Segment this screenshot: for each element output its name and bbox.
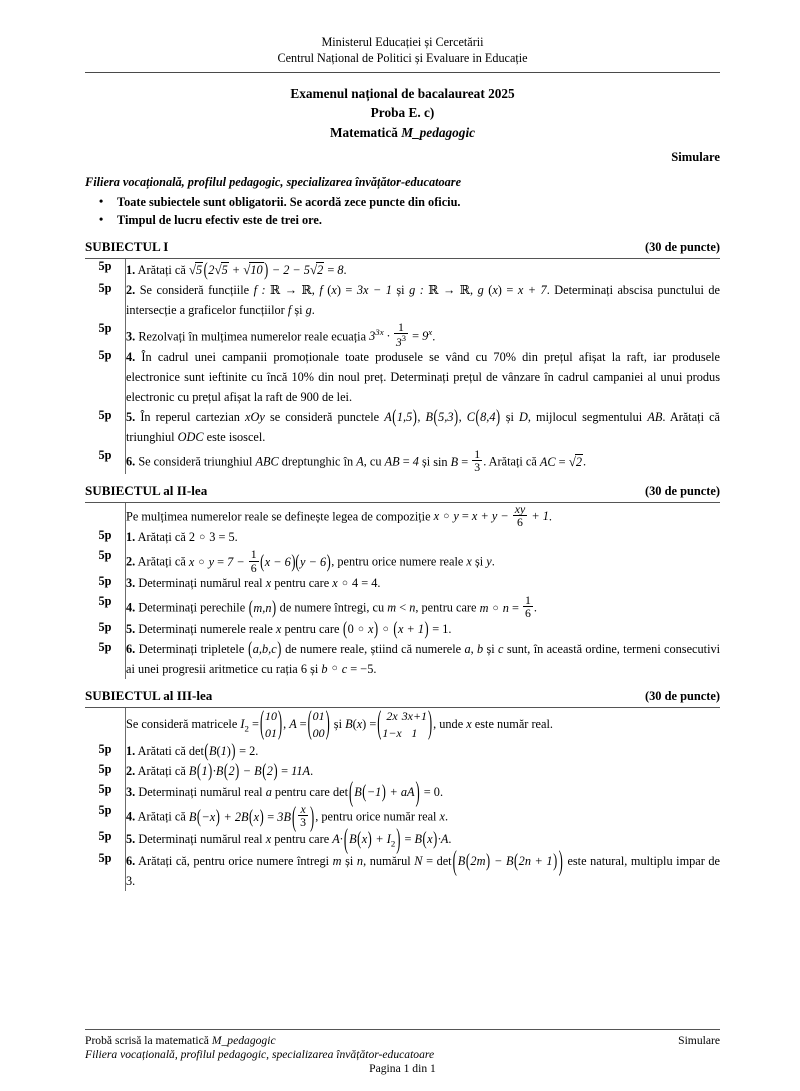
problem-text: Rezolvați în mulțimea numerelor reale ecuația xyxy=(138,329,367,344)
problem-row xyxy=(85,782,720,803)
ministry-header xyxy=(85,0,720,66)
problem-body: 2. Arătați că x ○ y = 7 − $\frac{1}{6}$ (x − 6)(y − 6), pentru orice numere reale x și y. xyxy=(126,547,495,575)
matrix-i2: ( 1 0 0 1 ) xyxy=(259,703,283,742)
matrix-cell: 0 xyxy=(312,726,319,741)
footer-page-number: Pagina 1 din 1 xyxy=(369,1062,436,1075)
conjunction: și xyxy=(310,661,319,676)
problem-text: , pentru orice numere reale xyxy=(331,555,464,570)
vertex-a: A xyxy=(356,454,364,469)
point-c: C(8,4) xyxy=(466,405,501,428)
math-expression: det(B(1)) = 2 xyxy=(188,739,256,762)
points-cell: 5p xyxy=(85,851,126,892)
segment-ab: AB xyxy=(647,410,663,425)
math-expression: g : ℝ → ℝ xyxy=(409,282,471,297)
intro-text: Se consideră matricele xyxy=(126,717,238,732)
problem-row xyxy=(85,528,720,548)
math-expression: N = det(B(2m) − B(2n + 1) ) xyxy=(414,844,563,877)
subject-3-problems xyxy=(85,703,721,891)
percent-70: 70% xyxy=(493,350,516,365)
subject-2-problems xyxy=(85,503,720,680)
problem-body: 3. Rezolvați în mulțimea numerelor reale ecuația $3^{3x}$ · $\frac{1}{3^3}$ = $9^x$. xyxy=(126,319,436,349)
conjunction: și xyxy=(474,555,484,570)
matrix-cell: 1 xyxy=(411,726,418,741)
footer-top-row xyxy=(85,1034,720,1047)
problem-row xyxy=(85,281,720,321)
problem-number: 6. xyxy=(126,454,136,469)
problem-text: În cadrul unei campanii promoționale toate produsele se vând cu xyxy=(141,350,488,365)
math-expression: x ○ y = x + y − $\frac{xy}{6}$ + 1 xyxy=(433,501,549,529)
matrix-cell: 0 xyxy=(265,726,272,741)
intro-row xyxy=(85,708,720,742)
problem-number: 3. xyxy=(126,576,136,591)
variable-b: b xyxy=(477,641,484,656)
problem-text: Arătați că, pentru orice numere întregi xyxy=(138,853,330,868)
problem-text: dreptunghic în xyxy=(281,454,354,469)
intro-row xyxy=(85,503,720,529)
points-cell: 5p xyxy=(85,803,126,829)
points-cell: 5p xyxy=(85,548,126,574)
problem-row xyxy=(85,574,720,594)
math-expression: B(−x) + 2B(x) = 3B( $\frac{x}{3}$ ) xyxy=(188,800,315,833)
problem-text: Se consideră funcțiile xyxy=(139,282,250,297)
subject-3-title: SUBIECTUL al III-lea xyxy=(85,688,213,704)
problem-text: Determinați abscisa punctului de intersecție a graficelor funcțiilor xyxy=(126,282,720,317)
variable-x: x xyxy=(275,621,282,636)
problem-text: Arătați că xyxy=(137,555,186,570)
problem-number: 1. xyxy=(126,744,136,759)
math-expression: $A\cdot(B(x) + I_2) = B(x)\cdot A$ xyxy=(332,822,449,855)
problem-number: 4. xyxy=(126,600,136,615)
problem-text: Arătați că xyxy=(137,809,186,824)
subject-1-heading xyxy=(85,239,720,255)
points-cell: 5p xyxy=(85,762,126,782)
problem-text: pentru care xyxy=(284,621,340,636)
points-cell: 5p xyxy=(85,594,126,620)
point-a: A(1,5) xyxy=(384,405,417,428)
problem-text: , cu xyxy=(363,454,382,469)
problem-number: 3. xyxy=(126,785,136,800)
footer-subject-code: M_pedagogic xyxy=(211,1034,276,1047)
problem-number: 6. xyxy=(126,853,136,868)
problem-body xyxy=(126,348,721,408)
problem-text: este isoscel. xyxy=(206,429,266,444)
ministry-line-2: Centrul Național de Politici și Evaluare in Educație xyxy=(277,51,528,66)
matrix-cell: 0 xyxy=(318,726,325,741)
math-expression: f : ℝ → ℝ xyxy=(253,282,312,297)
problem-body: 5. În reperul cartezian xOy se consideră punctele A(1,5), B(5,3), C(8,4) și D, mijlocul segmentului AB. Arătați că triunghiul ODC este isoscel. xyxy=(126,405,720,444)
page-footer xyxy=(85,1029,720,1075)
instruction-item: • Toate subiectele sunt obligatorii. Se acordă zece puncte din oficiu. xyxy=(85,193,720,211)
matrix-cell: 1 xyxy=(271,726,277,741)
problem-text: Arătati că xyxy=(137,744,186,759)
header-divider xyxy=(85,72,720,73)
matrix-cell: 0 xyxy=(312,709,319,724)
math-expression: √5 (2√5 + √10 ) − 2 − 5√2 = 8 xyxy=(188,258,344,281)
intro-text: , unde xyxy=(433,717,464,732)
problem-body: 3. Determinați numărul real a pentru care det(B(−1) + aA) = 0. xyxy=(126,776,444,808)
conjunction: și xyxy=(333,717,342,732)
problem-text: Determinați numerele reale xyxy=(138,621,273,636)
problem-text: Se consideră triunghiul xyxy=(138,454,253,469)
problem-text: . Arătați că triunghiul xyxy=(126,410,720,444)
problem-body: 6. Determinați tripletele (a,b,c) de numere reale, știind că numerele a, b și c sunt, în această ordine, termeni consecutivi ai unei progresii aritmetice cu rația 6 și b ○ c = −5. xyxy=(126,637,721,676)
instruction-item: • Timpul de lucru efectiv este de trei ore. xyxy=(85,211,720,229)
percent-10: 10% xyxy=(291,370,315,385)
problem-row xyxy=(85,408,720,448)
problem-number: 2. xyxy=(126,764,136,779)
problem-number: 2. xyxy=(126,555,136,570)
math-expression: 2 ○ 3 = 5 xyxy=(188,530,235,545)
variable-x: x xyxy=(439,809,445,824)
problem-text: În reperul cartezian xyxy=(140,410,240,425)
footer-exam-label: Probă scrisă la matematică xyxy=(85,1034,212,1047)
subject-2-title: SUBIECTUL al II-lea xyxy=(85,482,208,498)
problem-text: Determinați perechile xyxy=(138,600,246,615)
problem-text: de numere întregi, cu xyxy=(279,600,385,615)
problem-row xyxy=(85,259,720,281)
problem-text: Determinați numărul real xyxy=(138,785,263,800)
matrix-cell: 2x xyxy=(386,709,398,724)
variable-a: a xyxy=(464,641,471,656)
math-expression: f (x) = 3x − 1 xyxy=(319,282,392,297)
matrix-cell: 1 xyxy=(265,709,272,724)
condition: m < n xyxy=(387,600,416,615)
problem-row xyxy=(85,851,720,892)
subject-1-title: SUBIECTUL I xyxy=(85,238,169,254)
math-expression: g (x) = x + 7 xyxy=(477,282,547,297)
intro-text: este număr real. xyxy=(474,717,553,732)
problem-row xyxy=(85,803,720,829)
triangle-abc: ABC xyxy=(255,454,279,469)
problem-row xyxy=(85,620,720,640)
period: . xyxy=(132,873,136,888)
problem-text: din prețul afișat la raft, iar produsele electronice sunt ieftinite cu încă xyxy=(126,350,721,385)
variable-c: c xyxy=(498,641,504,656)
matrix-cell: 0 xyxy=(271,709,277,724)
problem-body: 5. Determinați numerele reale x pentru care (0 ○ x) ○ (x + 1) = 1. xyxy=(126,617,452,640)
problem-text: Arătați că xyxy=(137,262,186,277)
subject-code: M_pedagogic xyxy=(401,124,476,140)
problem-text: se consideră punctele xyxy=(269,410,380,425)
problem-text: Determinați numărul real xyxy=(138,576,263,591)
problem-text: , mijlocul segmentului xyxy=(527,410,643,425)
subject-2-points: (30 de puncte) xyxy=(644,483,720,498)
subject-1-problems xyxy=(85,259,720,474)
side-ab: AB = 4 xyxy=(384,454,419,469)
points-cell-empty xyxy=(85,708,126,742)
problem-body xyxy=(126,448,721,474)
problem-text: de numere reale, știind că numerele xyxy=(285,641,462,656)
problem-row xyxy=(85,348,720,408)
price-value: 900 xyxy=(300,390,319,405)
problem-text: sunt, în această ordine, termeni consecutivi ai unei progresii aritmetice cu rația xyxy=(126,641,721,676)
problem-text: de lei. xyxy=(322,390,353,405)
problem-row xyxy=(85,321,720,349)
page-content xyxy=(85,0,720,891)
problem-number: 3. xyxy=(126,329,136,344)
problem-number: 5. xyxy=(126,410,136,425)
problem-body: 3. Determinați numărul real x pentru care x ○ 4 = 4. xyxy=(126,576,381,591)
subject-2-intro: Pe mulțimea numerelor reale se definește legea de compoziție x ○ y = x + y − $\frac{xy}{6}$ + 1. xyxy=(126,501,552,529)
problem-body xyxy=(126,844,721,892)
problem-row xyxy=(85,640,720,680)
period: . xyxy=(343,262,347,277)
points-cell: 5p xyxy=(85,408,126,448)
math-expression: m ○ n = $\frac{1}{6}$ xyxy=(479,592,531,621)
problem-row xyxy=(85,548,720,574)
matrix-cell: 3x+1 xyxy=(401,709,427,724)
problem-text: Determinați numărul real xyxy=(138,831,263,846)
math-expression: x ○ 4 = 4 xyxy=(332,576,378,591)
intro-text: Pe mulțimea numerelor reale se definește legea de compoziție xyxy=(126,509,431,524)
matrix-i2-label: $I_2$ = xyxy=(240,717,259,734)
ministry-line-1: Ministerul Educației și Cercetării xyxy=(321,35,484,49)
math-expression: x ○ y = 7 − $\frac{1}{6}$ (x − 6)(y − 6) xyxy=(188,547,331,575)
problem-number: 5. xyxy=(126,831,136,846)
session-badge: Simulare xyxy=(671,149,720,164)
matrix-b: ( 2x 3x+1 1−x 1 ) xyxy=(377,703,433,742)
math-expression: (0 ○ x) ○ (x + 1) = 1 xyxy=(343,617,449,640)
side-ac: AC = √2 xyxy=(539,453,582,469)
instructions-list xyxy=(85,193,720,230)
problem-text: Arătați că xyxy=(137,530,186,545)
problem-number: 2. xyxy=(126,282,136,297)
points-cell-empty xyxy=(85,503,126,529)
problem-row xyxy=(85,742,720,762)
problem-number: 4. xyxy=(126,809,136,824)
coordinate-system: xOy xyxy=(245,410,265,425)
points-cell: 5p xyxy=(85,348,126,408)
variable-a: a xyxy=(265,785,272,800)
conjunction: și xyxy=(345,853,354,868)
math-expression: $3^{3x}$ · $\frac{1}{3^3}$ = $9^x$ xyxy=(369,319,433,349)
problem-text: , pentru care xyxy=(415,600,477,615)
matrix-a-label: A = xyxy=(289,717,307,732)
problem-body: 1. Arătati că det(B(1)) = 2. xyxy=(126,739,259,762)
variable-x: x xyxy=(265,831,272,846)
footer-session: Simulare xyxy=(678,1034,720,1047)
problem-text: Determinați tripletele xyxy=(138,641,245,656)
subject-label: Matematică xyxy=(329,124,402,140)
math-expression: B(1)·B(2) − B(2) = 11A xyxy=(188,759,311,782)
problem-number: 1. xyxy=(126,530,136,545)
conjunction: și xyxy=(294,302,303,317)
matrix-b-label: B(x) = xyxy=(345,717,377,732)
point-b: B(5,3) xyxy=(425,405,459,428)
problem-text: pentru care xyxy=(274,831,330,846)
exam-title-line-3 xyxy=(85,123,720,142)
points-cell: 5p xyxy=(85,259,126,281)
exam-title-block xyxy=(85,84,720,142)
problem-row xyxy=(85,829,720,851)
triple-abc: (a,b,c) xyxy=(248,637,282,659)
points-cell: 5p xyxy=(85,829,126,851)
sin-b: sin B = $\frac{1}{3}$ xyxy=(433,446,481,475)
matrix-cell: 1−x xyxy=(382,726,402,741)
problem-row xyxy=(85,594,720,620)
subject-3-points: (30 de puncte) xyxy=(644,689,720,704)
problem-text: pentru care xyxy=(274,576,330,591)
variable-n: n xyxy=(356,853,364,868)
points-cell: 5p xyxy=(85,321,126,349)
problem-text: este natural, multiplu impar de xyxy=(567,853,721,868)
problem-body: 1. Arătați că 2 ○ 3 = 5. xyxy=(126,530,238,545)
function-g: g xyxy=(305,302,312,317)
points-cell: 5p xyxy=(85,620,126,640)
problem-text: Arătați că xyxy=(137,764,186,779)
math-expression: det(B(−1) + aA) = 0 xyxy=(332,776,440,808)
problem-body: 2. Se consideră funcțiile f : ℝ → ℝ, f (x) = 3x − 1 și g : ℝ → ℝ, g (x) = x + 7. Determinați abscisa punctului de intersecție a graficelor funcțiilor f și g. xyxy=(126,282,720,317)
conjunction: și xyxy=(505,410,514,425)
points-cell: 5p xyxy=(85,281,126,321)
problem-body: 4. Arătați că B(−x) + 2B(x) = 3B( $\frac{x}{3}$ ), pentru orice număr real x. xyxy=(126,800,449,833)
matrix-a: ( 0 1 0 0 ) xyxy=(307,703,330,742)
problem-number: 5. xyxy=(126,621,136,636)
subject-2-heading xyxy=(85,483,720,499)
problem-body xyxy=(126,259,721,281)
matrix-cell: 1 xyxy=(318,709,325,724)
variable-x: x xyxy=(466,555,472,570)
problem-text: din noul preț. Determinați prețul de vânzare în cadrul campaniei al unui produs electronic cu prețul afișat la raft de xyxy=(126,370,720,405)
triangle-odc: ODC xyxy=(177,429,204,444)
problem-row xyxy=(85,448,720,474)
conjunction: și xyxy=(396,282,405,297)
problem-number: 6. xyxy=(126,641,136,656)
variable-x: x xyxy=(265,576,272,591)
problem-body: 4. Determinați perechile (m,n) de numere întregi, cu m < n, pentru care m ○ n = $\frac{1}{6}$ . xyxy=(126,592,537,621)
variable-y: y xyxy=(486,555,492,570)
problem-body: 5. Determinați numărul real x pentru care $A\cdot(B(x) + I_2) = B(x)\cdot A$. xyxy=(126,822,452,855)
points-cell: 5p xyxy=(85,574,126,594)
problem-number: 4. xyxy=(126,350,136,365)
pair-mn: (m,n) xyxy=(248,596,277,619)
subject-3-intro: Se consideră matricele $I_2$ = ( 1 0 0 1 ) , A = ( 0 1 0 0 ) și B(x) = ( 2x 3x+1 1−x 1 ) , unde x este număr real. xyxy=(126,703,553,742)
problem-number: 1. xyxy=(126,262,136,277)
period: . xyxy=(583,454,587,469)
problem-text: pentru care xyxy=(274,785,330,800)
footer-left xyxy=(85,1034,276,1047)
filiera-line: Filiera vocațională, profilul pedagogic, specializarea învățător-educatoare xyxy=(85,174,462,189)
conjunction: și xyxy=(421,454,431,469)
points-cell: 5p xyxy=(85,640,126,680)
footer-filiera: Filiera vocațională, profilul pedagogic, specializarea învățător-educatoare xyxy=(85,1048,435,1061)
conjunction: și xyxy=(486,641,495,656)
problem-row xyxy=(85,762,720,782)
variable-m: m xyxy=(332,853,342,868)
math-expression: b ○ c = −5 xyxy=(321,661,374,676)
problem-text: , numărul xyxy=(363,853,411,868)
point-d: D xyxy=(518,410,528,425)
points-cell: 5p xyxy=(85,448,126,474)
footer-divider xyxy=(85,1029,720,1030)
exam-title-line-1: Examenul național de bacalaureat 2025 xyxy=(290,86,515,102)
subject-1-points: (30 de puncte) xyxy=(644,239,720,254)
problem-text: , pentru orice număr real xyxy=(315,809,437,824)
problem-text: . Arătați că xyxy=(483,454,537,469)
function-f: f xyxy=(287,302,292,317)
points-cell: 5p xyxy=(85,782,126,803)
problem-body: 2. Arătați că B(1)·B(2) − B(2) = 11A. xyxy=(126,759,314,782)
variable-x: x xyxy=(466,717,472,732)
points-cell: 5p xyxy=(85,742,126,762)
ratio-value: 6 xyxy=(300,661,307,676)
subject-3-heading xyxy=(85,688,720,704)
points-cell: 5p xyxy=(85,528,126,548)
multiple-value: 3 xyxy=(126,873,133,888)
exam-title-line-2: Proba E. c) xyxy=(370,105,435,121)
